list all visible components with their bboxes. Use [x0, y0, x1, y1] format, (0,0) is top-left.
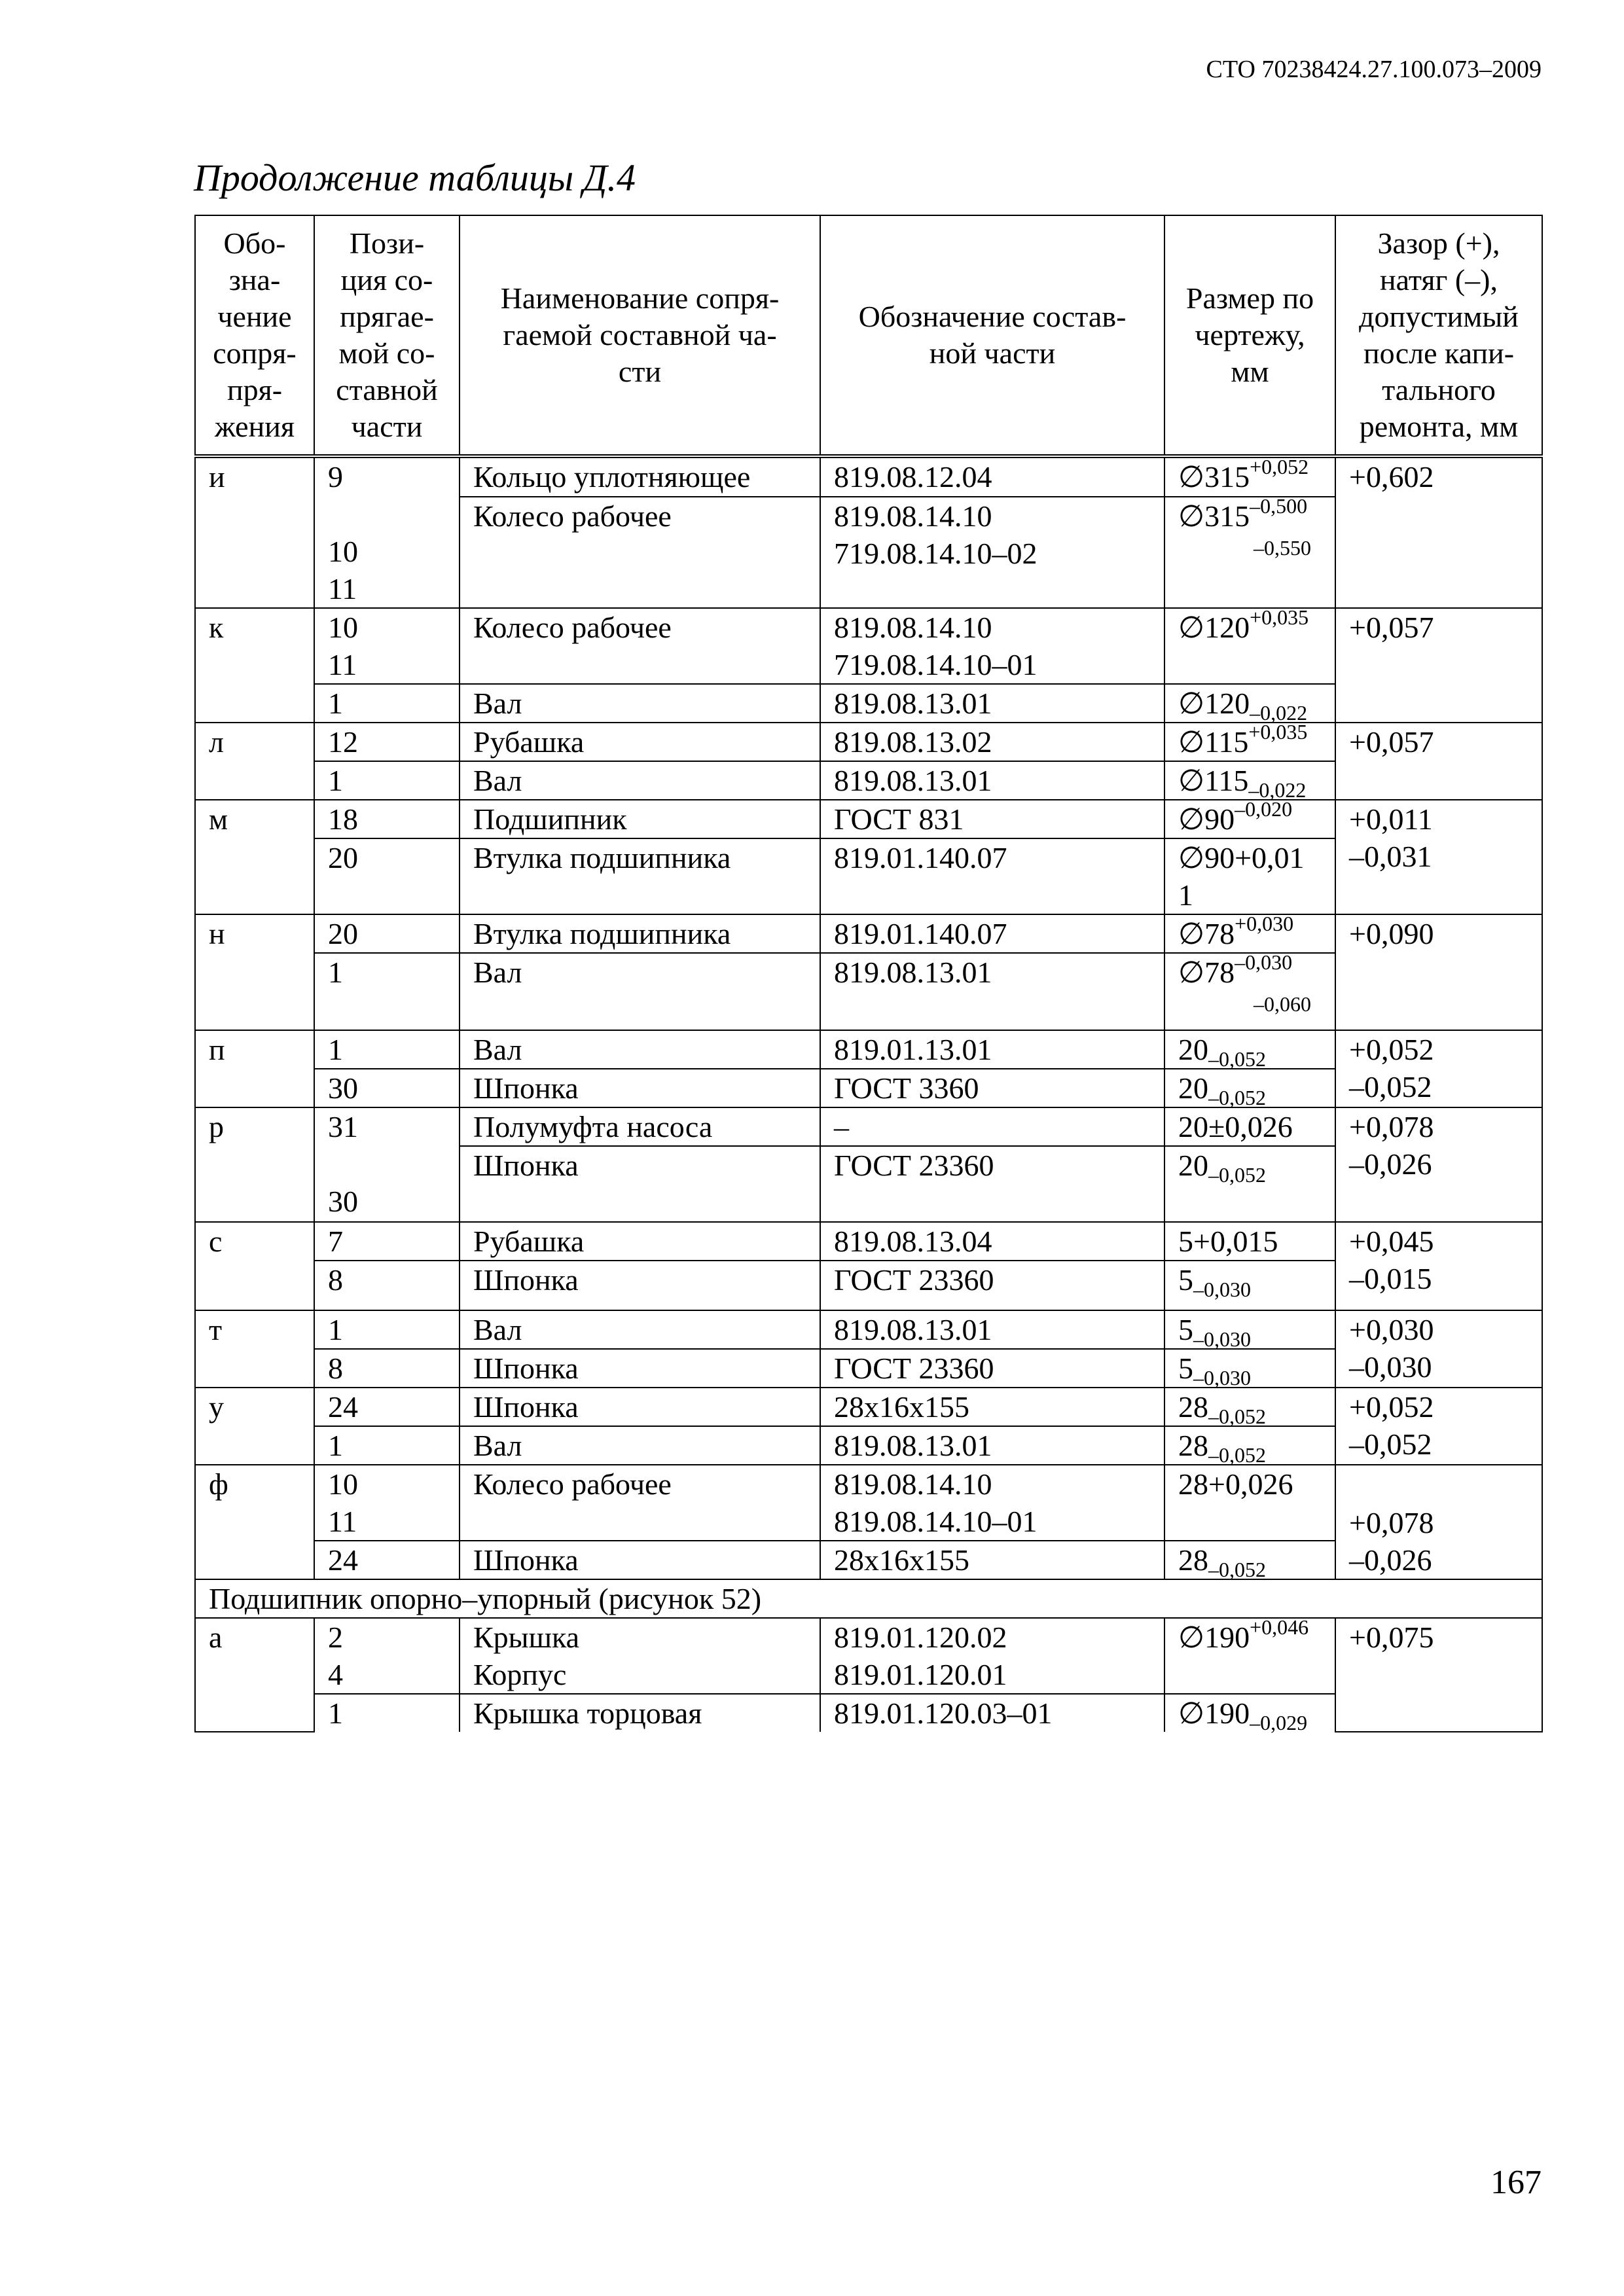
- clearance-value: +0,602: [1335, 456, 1542, 608]
- table-row: [195, 1107, 1542, 1146]
- table-row: [195, 914, 1542, 953]
- part-name: Колесо рабочее: [460, 497, 820, 608]
- part-name: Полумуфта насоса: [460, 1107, 820, 1146]
- header-part-designation: Обозначение состав- ной части: [820, 215, 1164, 456]
- part-name: Колесо рабочее: [460, 608, 820, 684]
- part-name: Шпонка: [460, 1069, 820, 1107]
- table-row: [195, 1388, 1542, 1426]
- part-name: Рубашка: [460, 723, 820, 761]
- part-designation: 819.08.13.04: [820, 1222, 1164, 1261]
- position-cell: 1: [314, 953, 460, 1030]
- position-cell: 24: [314, 1541, 460, 1579]
- mating-code: у: [195, 1388, 314, 1465]
- part-designation: 819.01.140.07: [820, 914, 1164, 953]
- mating-code: м: [195, 800, 314, 914]
- position-cell: 20: [314, 838, 460, 914]
- part-designation: 819.08.14.10 719.08.14.10–01: [820, 608, 1164, 684]
- position-cell: 31 30: [314, 1107, 460, 1222]
- section-row: [195, 1579, 1542, 1618]
- part-designation: 819.01.140.07: [820, 838, 1164, 914]
- part-name: Крышка Корпус: [460, 1618, 820, 1694]
- clearance-value: +0,045 –0,015: [1335, 1222, 1542, 1310]
- part-designation: ГОСТ 23360: [820, 1261, 1164, 1310]
- part-designation: 819.08.13.01: [820, 1310, 1164, 1349]
- position-cell: 9 10 11: [314, 456, 460, 608]
- part-name: Вал: [460, 1426, 820, 1465]
- position-cell: 1: [314, 761, 460, 800]
- position-cell: 1: [314, 1694, 460, 1732]
- part-name: Вал: [460, 761, 820, 800]
- drawing-size: $20_{-0,052}$: [1164, 1069, 1335, 1107]
- mating-code: а: [195, 1618, 314, 1732]
- part-designation: ГОСТ 23360: [820, 1146, 1164, 1222]
- mating-code: н: [195, 914, 314, 1030]
- clearance-value: +0,090: [1335, 914, 1542, 1030]
- part-designation: 819.08.14.10 719.08.14.10–02: [820, 497, 1164, 608]
- part-designation: 819.08.13.01: [820, 684, 1164, 723]
- part-name: Шпонка: [460, 1146, 820, 1222]
- clearance-value: +0,078 –0,026: [1335, 1465, 1542, 1579]
- section-title: Подшипник опорно–упорный (рисунок 52): [195, 1579, 1542, 1618]
- part-designation: 819.08.13.01: [820, 953, 1164, 1030]
- table-header-row: [195, 215, 1542, 456]
- table-row: [195, 1618, 1542, 1694]
- part-designation: 819.01.13.01: [820, 1030, 1164, 1069]
- part-designation: 819.08.12.04: [820, 456, 1164, 497]
- drawing-size: $20_{-0,052}$: [1164, 1146, 1335, 1222]
- drawing-size: $\emptyset 120_{-0,022}$: [1164, 684, 1335, 723]
- part-name: Кольцо уплотняющее: [460, 456, 820, 497]
- header-mating-designation: Обо- зна- чение сопря- пря- жения: [195, 215, 314, 456]
- clearance-value: +0,052 –0,052: [1335, 1388, 1542, 1465]
- table-row: [195, 608, 1542, 684]
- table-row: [195, 1310, 1542, 1349]
- mating-code: л: [195, 723, 314, 800]
- part-designation: 28x16x155: [820, 1541, 1164, 1579]
- table-caption: Продолжение таблицы Д.4: [194, 156, 636, 199]
- part-designation: ГОСТ 831: [820, 800, 1164, 838]
- part-name: Втулка подшипника: [460, 838, 820, 914]
- part-designation: 819.08.13.01: [820, 1426, 1164, 1465]
- part-name: Шпонка: [460, 1541, 820, 1579]
- position-cell: 8: [314, 1349, 460, 1388]
- drawing-size: $28_{-0,052}$: [1164, 1541, 1335, 1579]
- header-part-name: Наименование сопря- гаемой составной ча- сти: [460, 215, 820, 456]
- drawing-size: $\emptyset 190^{+0,046}$: [1164, 1618, 1335, 1694]
- clearance-value: +0,057: [1335, 608, 1542, 723]
- drawing-size: $\emptyset 120^{+0,035}$: [1164, 608, 1335, 684]
- table-row: [195, 1465, 1542, 1541]
- part-designation: 819.01.120.02 819.01.120.01: [820, 1618, 1164, 1694]
- mating-code: и: [195, 456, 314, 608]
- part-designation: ГОСТ 23360: [820, 1349, 1164, 1388]
- drawing-size: $\emptyset 315^{+0,052}$: [1164, 456, 1335, 497]
- table-row: [195, 800, 1542, 838]
- position-cell: 1: [314, 1310, 460, 1349]
- drawing-size: $5_{-0,030}$: [1164, 1261, 1335, 1310]
- part-name: Шпонка: [460, 1261, 820, 1310]
- position-cell: 2 4: [314, 1618, 460, 1694]
- drawing-size: $\emptyset 315^{-0,500}$ –0,550: [1164, 497, 1335, 608]
- position-cell: 8: [314, 1261, 460, 1310]
- drawing-size: $20_{-0,052}$: [1164, 1030, 1335, 1069]
- header-clearance: Зазор (+), натяг (–), допустимый после капи- тального ремонта, мм: [1335, 215, 1542, 456]
- drawing-size: $28_{-0,052}$: [1164, 1388, 1335, 1426]
- table-row: [195, 1222, 1542, 1261]
- part-name: Подшипник: [460, 800, 820, 838]
- fits-table: [194, 215, 1543, 1732]
- position-cell: 7: [314, 1222, 460, 1261]
- table-row: [195, 723, 1542, 761]
- part-name: Вал: [460, 953, 820, 1030]
- position-cell: 30: [314, 1069, 460, 1107]
- drawing-size: $\emptyset 90^{-0,020}$: [1164, 800, 1335, 838]
- position-cell: 1: [314, 1030, 460, 1069]
- table-row: [195, 456, 1542, 497]
- mating-code: с: [195, 1222, 314, 1310]
- drawing-size: 28+0,026: [1164, 1465, 1335, 1541]
- mating-code: р: [195, 1107, 314, 1222]
- clearance-value: +0,078 –0,026: [1335, 1107, 1542, 1222]
- position-cell: 24: [314, 1388, 460, 1426]
- position-cell: 1: [314, 684, 460, 723]
- drawing-size: $5_{-0,030}$: [1164, 1310, 1335, 1349]
- position-cell: 12: [314, 723, 460, 761]
- part-designation: –: [820, 1107, 1164, 1146]
- part-name: Втулка подшипника: [460, 914, 820, 953]
- part-designation: 28x16x155: [820, 1388, 1164, 1426]
- part-designation: 819.08.13.02: [820, 723, 1164, 761]
- part-name: Колесо рабочее: [460, 1465, 820, 1541]
- mating-code: ф: [195, 1465, 314, 1579]
- part-designation: 819.08.14.10 819.08.14.10–01: [820, 1465, 1164, 1541]
- drawing-size: ∅90+0,01 1: [1164, 838, 1335, 914]
- position-cell: 1: [314, 1426, 460, 1465]
- clearance-value: +0,030 –0,030: [1335, 1310, 1542, 1388]
- position-cell: 20: [314, 914, 460, 953]
- part-designation: ГОСТ 3360: [820, 1069, 1164, 1107]
- document-code: СТО 70238424.27.100.073–2009: [1206, 56, 1542, 83]
- drawing-size: $\emptyset 78^{+0,030}$: [1164, 914, 1335, 953]
- part-name: Шпонка: [460, 1388, 820, 1426]
- drawing-size: $\emptyset 115^{+0,035}$: [1164, 723, 1335, 761]
- drawing-size: $5_{-0,030}$: [1164, 1349, 1335, 1388]
- clearance-value: +0,075: [1335, 1618, 1542, 1732]
- header-position: Пози- ция со- прягае- мой со- ставной части: [314, 215, 460, 456]
- drawing-size: $\emptyset 78^{-0,030}$ –0,060: [1164, 953, 1335, 1030]
- part-name: Вал: [460, 684, 820, 723]
- drawing-size: $\emptyset 115_{-0,022}$: [1164, 761, 1335, 800]
- drawing-size: $28_{-0,052}$: [1164, 1426, 1335, 1465]
- clearance-value: +0,011 –0,031: [1335, 800, 1542, 914]
- mating-code: п: [195, 1030, 314, 1107]
- drawing-size: $\emptyset 190_{-0,029}$: [1164, 1694, 1335, 1732]
- drawing-size: 20±0,026: [1164, 1107, 1335, 1146]
- header-drawing-size: Размер по чертежу, мм: [1164, 215, 1335, 456]
- part-name: Шпонка: [460, 1349, 820, 1388]
- mating-code: т: [195, 1310, 314, 1388]
- part-name: Крышка торцовая: [460, 1694, 820, 1732]
- table-row: [195, 1030, 1542, 1069]
- position-cell: 18: [314, 800, 460, 838]
- part-designation: 819.01.120.03–01: [820, 1694, 1164, 1732]
- part-name: Рубашка: [460, 1222, 820, 1261]
- page-number: 167: [1490, 2164, 1542, 2201]
- part-name: Вал: [460, 1310, 820, 1349]
- clearance-value: +0,057: [1335, 723, 1542, 800]
- position-cell: 10 11: [314, 1465, 460, 1541]
- part-name: Вал: [460, 1030, 820, 1069]
- drawing-size: 5+0,015: [1164, 1222, 1335, 1261]
- position-cell: 10 11: [314, 608, 460, 684]
- part-designation: 819.08.13.01: [820, 761, 1164, 800]
- mating-code: к: [195, 608, 314, 723]
- clearance-value: +0,052 –0,052: [1335, 1030, 1542, 1107]
